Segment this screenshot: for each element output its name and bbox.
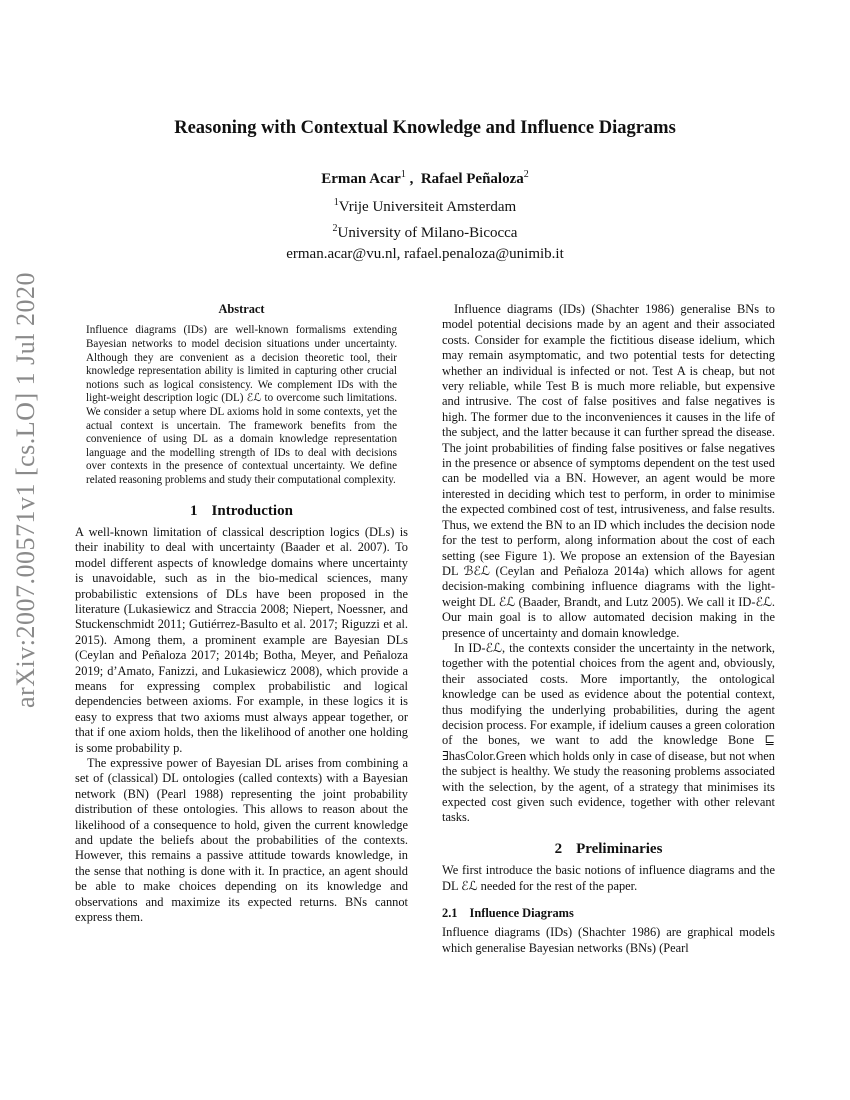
left-column [75,302,408,926]
influence-diagrams-paragraph-1: Influence diagrams (IDs) (Shachter 1986) are graphical models which generalise Bayesian networks (BNs) (Pearl [442,925,775,955]
abstract-heading: Abstract [218,302,265,316]
intro-paragraph-3: Influence diagrams (IDs) (Shachter 1986) generalise BNs to model potential decisions made by an agent and their associated costs. Consider for example the fictitious disease idelium, which may remain asymptomatic, and two potential tests for detecting whether an individual is infected or not. Test A is cheap, but not very reliable, while Test B is much more reliable, but expensive and intrusive. The cost of false positives and false negatives is high. The former due to the inconveniences it causes in the life of the subject, and the latter because it can further spread the disease. The joint probabilities of finding false positives or false negatives in the presence or absence of symptoms dependent on the test used can be modelled via a BN. However, an agent would be more interested in deciding which test to perform, in order to minimise the expected combined cost of test, intrusiveness, and false results. Thus, we extend the BN to an ID which includes the decision node for the test to perform, along information about the cost of each setting (see Figure 1). We propose an extension of the Bayesian DL ℬℰℒ (Ceylan and Peñaloza 2014a) which allows for agent decision-making combining influence diagrams with the light-weight DL ℰℒ (Baader, Brandt, and Lutz 2005). We call it ID-ℰℒ. Our main goal is to allow automated decision making in the presence of uncertainty and domain knowledge. [442,302,775,640]
affiliation-2-sup: 2 [332,223,338,234]
author-emails: erman.acar@vu.nl, rafael.penaloza@unimib.it [286,246,564,262]
section-title: Preliminaries [576,840,663,857]
abstract-text: Influence diagrams (IDs) are well-known formalisms extending Bayesian networks to model decision situations under uncertainty. Although they are convenient as a decision theoretic tool, their knowledge representation ability is limited in capturing other crucial notions such as logical consistency. We complement IDs with the light-weight description logic (DL) ℰℒ to overcome such limitations. We consider a setup where DL axioms hold in some contexts, yet the actual context is uncertain. The framework benefits from the convenience of using DL as a domain knowledge representation language and the modelling strength of IDs to deal with decisions over contexts in the presence of contextual uncertainty. We define related reasoning problems and study their computational complexity. [86,324,397,486]
section-title: Introduction [211,502,293,519]
intro-paragraph-1: A well-known limitation of classical description logics (DLs) is their inability to deal with uncertainty (Baader et al. 2007). To model different aspects of knowledge domains where uncertainty is unavoidable, such as in the bio-medical sciences, many probabilistic extensions of DLs have been proposed in the literature (Lukasiewicz and Straccia 2008; Niepert, Noessner, and Stuckenschmidt 2011; Gutiérrez-Basulto et al. 2017; Riguzzi et al. 2015). Among them, a prominent example are Bayesian DLs (Ceylan and Peñaloza 2017; 2014b; Botha, Meyer, and Peñaloza 2019; d’Amato, Fanizzi, and Lukasiewicz 2008), which provide a means for expressing complex probabilistic and logical dependencies between axioms. For example, in these logics it is easy to express that two axioms must always appear together, or that if one axiom holds, then the likelihood of another one holding is some probability p. [75,524,408,755]
intro-paragraph-4: In ID-ℰℒ, the contexts consider the uncertainty in the network, together with the potential choices from the agent and, obviously, their associated costs. More importantly, the ontological knowledge can be used as evidence about the potential context, thus modifying the underlying probabilities, during the agent decision process. For example, if idelium causes a green coloration of the bones, we want to add the knowledge Bone ⊑ ∃hasColor.Green which holds only in case of disease, but not when the subject is healthy. We study the reasoning problems associated with the selection, by the agent, of a strategy that minimises its expected cost given such evidence, together with other relevant tasks. [442,640,775,825]
section-number: 2 [554,840,563,857]
preliminaries-paragraph-1: We first introduce the basic notions of influence diagrams and the DL ℰℒ needed for the rest of the paper. [442,863,775,893]
affiliation-1 [75,192,775,218]
paper-title: Reasoning with Contextual Knowledge and Influence Diagrams [174,118,676,138]
author-1-sup: 1 [400,169,406,180]
intro-paragraph-2: The expressive power of Bayesian DL arises from combining a set of (classical) DL ontologies (called contexts) with a Bayesian network (BN) (Pearl 1988) representing the joint probability distribution of these ontologies. This allows to reason about the likelihood of a consequence to hold, given the current knowledge and update the beliefs about the probabilities of the contexts. However, this remains a passive attitude towards knowledge, in the sense that nothing is done with it. In practice, an agent should be able to make choices depending on its knowledge and observations and maximize its expected returns. BNs cannot express them. [75,756,408,925]
subsection-influence-diagrams-heading [442,906,775,921]
author-separator: , [405,171,421,187]
section-number: 1 [190,502,198,519]
author-1: Erman Acar [321,171,401,187]
section-introduction-heading [75,504,408,519]
author-2: Rafael Peñaloza [420,171,524,187]
subsection-title: Influence Diagrams [469,906,574,921]
subsection-number: 2.1 [442,906,458,921]
affiliation-2-name: University of Milano-Bicocca [337,225,518,241]
affiliation-1-name: Vrije Universiteit Amsterdam [338,199,517,215]
author-line [75,169,775,188]
right-column [442,302,775,956]
author-2-sup: 2 [523,169,529,180]
arxiv-stamp [4,272,48,708]
section-preliminaries-heading [442,842,775,857]
affiliation-1-sup: 1 [333,197,339,208]
affiliation-2 [75,218,775,244]
arxiv-identifier: arXiv:2007.00571v1 [cs.LO] 1 Jul 2020 [11,272,40,708]
paper-header [75,118,775,265]
